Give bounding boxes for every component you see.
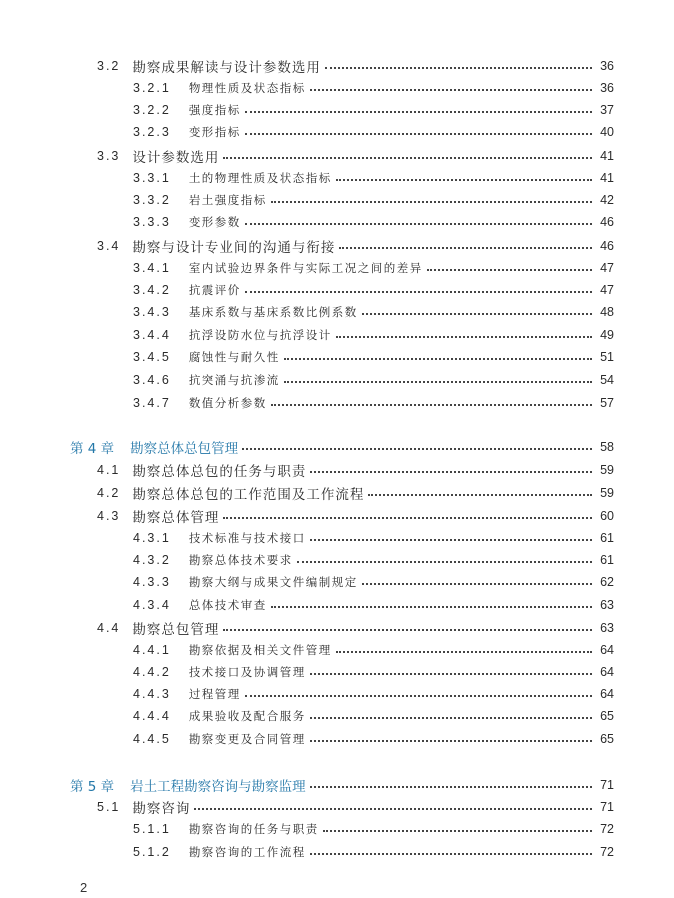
toc-entry-page: 72 (600, 822, 614, 836)
toc-entry[interactable] (0, 639, 674, 661)
toc-entry[interactable] (0, 324, 674, 346)
dot-leader (323, 830, 592, 832)
dot-leader (310, 471, 592, 473)
toc-entry-title: 勘察总体技术要求 (188, 553, 293, 567)
toc-entry-page: 63 (600, 621, 614, 635)
toc-entry-number: 3.4.1 (133, 261, 171, 275)
dot-leader (245, 111, 592, 113)
toc-entry-title: 勘察总包管理 (132, 622, 220, 637)
toc-entry-number: 3.4 (97, 239, 121, 253)
toc-entry-page: 64 (600, 643, 614, 657)
toc-entry[interactable] (0, 189, 674, 211)
toc-entry-title: 勘察变更及合同管理 (188, 732, 306, 746)
toc-entry-title: 抗浮设防水位与抗浮设计 (188, 328, 332, 342)
toc-entry-title: 岩土工程勘察咨询与勘察监理 (130, 779, 306, 795)
toc-entry-page: 58 (600, 440, 614, 454)
toc-entry-title: 设计参数选用 (132, 150, 220, 165)
toc-entry-page: 36 (600, 81, 614, 95)
toc-entry-title: 变形指标 (188, 125, 241, 139)
toc-entry-title: 基床系数与基床系数比例系数 (188, 305, 358, 319)
toc-entry-title: 岩土强度指标 (188, 193, 267, 207)
dot-leader (310, 539, 592, 541)
toc-entry-page: 71 (600, 778, 614, 792)
toc-entry-page: 60 (600, 509, 614, 523)
dot-leader (368, 494, 592, 496)
dot-leader (245, 223, 592, 225)
dot-leader (271, 606, 592, 608)
dot-leader (310, 786, 592, 788)
toc-entry-page: 61 (600, 531, 614, 545)
toc-entry-title: 勘察大纲与成果文件编制规定 (188, 575, 358, 589)
toc-entry-title: 成果验收及配合服务 (188, 709, 306, 723)
toc-entry-title: 勘察总体总包的工作范围及工作流程 (132, 487, 365, 502)
toc-entry-page: 47 (600, 261, 614, 275)
toc-entry[interactable] (0, 346, 674, 368)
toc-entry[interactable] (0, 211, 674, 233)
toc-entry-page: 57 (600, 396, 614, 410)
dot-leader (297, 561, 592, 563)
toc-entry-number: 4.3.1 (133, 531, 171, 545)
toc-chapter-entry[interactable] (0, 774, 674, 796)
toc-entry[interactable] (0, 818, 674, 840)
toc-entry-number: 3.3 (97, 149, 121, 163)
toc-entry[interactable] (0, 145, 674, 167)
toc-entry-title: 总体技术审查 (188, 598, 267, 612)
toc-entry-number: 3.4.6 (133, 373, 171, 387)
toc-entry-number: 第 4 章 (70, 441, 115, 457)
toc-entry-title: 变形参数 (188, 215, 241, 229)
toc-entry[interactable] (0, 55, 674, 77)
toc-entry-title: 抗震评价 (188, 283, 241, 297)
toc-entry-number: 4.3.4 (133, 598, 171, 612)
toc-entry-page: 62 (600, 575, 614, 589)
toc-entry-title: 抗突涌与抗渗流 (188, 373, 280, 387)
toc-entry-number: 4.4.1 (133, 643, 171, 657)
toc-entry-title: 技术标准与技术接口 (188, 531, 306, 545)
dot-leader (245, 695, 592, 697)
dot-leader (362, 583, 592, 585)
toc-entry-page: 36 (600, 59, 614, 73)
toc-entry[interactable] (0, 594, 674, 616)
toc-entry[interactable] (0, 369, 674, 391)
toc-entry-title: 勘察总体总包的任务与职责 (132, 464, 307, 479)
toc-entry-page: 48 (600, 305, 614, 319)
dot-leader (310, 89, 592, 91)
toc-entry-number: 4.4.3 (133, 687, 171, 701)
toc-entry[interactable] (0, 77, 674, 99)
dot-leader (336, 179, 592, 181)
toc-entry-page: 46 (600, 239, 614, 253)
toc-entry-number: 4.4.5 (133, 732, 171, 746)
toc-entry-title: 勘察总体管理 (132, 510, 220, 525)
toc-entry[interactable] (0, 617, 674, 639)
dot-leader (310, 853, 592, 855)
toc-entry-number: 3.4.5 (133, 350, 171, 364)
toc-entry-page: 72 (600, 845, 614, 859)
dot-leader (362, 313, 592, 315)
toc-entry-number: 3.4.2 (133, 283, 171, 297)
toc-entry[interactable] (0, 571, 674, 593)
dot-leader (194, 808, 592, 810)
toc-entry[interactable] (0, 392, 674, 414)
toc-entry-title: 技术接口及协调管理 (188, 665, 306, 679)
toc-entry[interactable] (0, 728, 674, 750)
toc-entry-number: 3.2.3 (133, 125, 171, 139)
toc-entry-page: 49 (600, 328, 614, 342)
toc-entry[interactable] (0, 683, 674, 705)
dot-leader (284, 358, 592, 360)
toc-entry[interactable] (0, 99, 674, 121)
toc-entry-number: 4.4 (97, 621, 121, 635)
toc-entry-number: 4.3.2 (133, 553, 171, 567)
dot-leader (245, 291, 592, 293)
toc-entry-title: 室内试验边界条件与实际工况之间的差异 (188, 261, 423, 275)
dot-leader (310, 717, 592, 719)
toc-entry-page: 41 (600, 149, 614, 163)
dot-leader (284, 381, 592, 383)
toc-entry-title: 勘察依据及相关文件管理 (188, 643, 332, 657)
dot-leader (223, 157, 592, 159)
toc-entry-page: 47 (600, 283, 614, 297)
toc-entry-page: 65 (600, 732, 614, 746)
toc-entry-number: 4.2 (97, 486, 121, 500)
toc-entry-title: 土的物理性质及状态指标 (188, 171, 332, 185)
toc-entry-number: 4.3 (97, 509, 121, 523)
dot-leader (242, 448, 592, 450)
toc-entry-number: 5.1.2 (133, 845, 171, 859)
toc-entry[interactable] (0, 459, 674, 481)
toc-entry-page: 59 (600, 486, 614, 500)
toc-entry[interactable] (0, 257, 674, 279)
toc-entry[interactable] (0, 796, 674, 818)
toc-entry[interactable] (0, 527, 674, 549)
toc-entry-number: 3.2 (97, 59, 121, 73)
toc-entry-page: 40 (600, 125, 614, 139)
toc-entry-number: 3.4.4 (133, 328, 171, 342)
toc-entry-title: 勘察成果解读与设计参数选用 (132, 60, 321, 75)
toc-entry-page: 41 (600, 171, 614, 185)
toc-entry-page: 61 (600, 553, 614, 567)
dot-leader (271, 404, 592, 406)
toc-entry-page: 64 (600, 665, 614, 679)
toc-entry-number: 5.1 (97, 800, 121, 814)
dot-leader (245, 133, 592, 135)
toc-entry-title: 勘察咨询的任务与职责 (188, 822, 319, 836)
toc-entry[interactable] (0, 301, 674, 323)
dot-leader (339, 247, 592, 249)
toc-entry[interactable] (0, 279, 674, 301)
toc-entry-page: 64 (600, 687, 614, 701)
toc-entry[interactable] (0, 505, 674, 527)
toc-entry[interactable] (0, 167, 674, 189)
dot-leader (271, 201, 592, 203)
toc-entry[interactable] (0, 841, 674, 863)
toc-entry[interactable] (0, 482, 674, 504)
toc-entry[interactable] (0, 549, 674, 571)
toc-entry-number: 3.2.1 (133, 81, 171, 95)
toc-entry-page: 59 (600, 463, 614, 477)
toc-entry-title: 强度指标 (188, 103, 241, 117)
toc-entry-page: 42 (600, 193, 614, 207)
toc-entry-page: 65 (600, 709, 614, 723)
toc-entry-page: 63 (600, 598, 614, 612)
dot-leader (310, 740, 592, 742)
toc-entry-number: 4.4.4 (133, 709, 171, 723)
toc-entry-title: 勘察与设计专业间的沟通与衔接 (132, 240, 336, 255)
toc-entry-number: 4.3.3 (133, 575, 171, 589)
toc-entry-title: 勘察总体总包管理 (130, 441, 239, 457)
toc-entry-title: 勘察咨询 (132, 801, 191, 816)
toc-chapter-entry[interactable] (0, 436, 674, 458)
toc-entry-page: 54 (600, 373, 614, 387)
toc-entry-number: 3.4.7 (133, 396, 171, 410)
dot-leader (325, 67, 592, 69)
toc-entry-title: 物理性质及状态指标 (188, 81, 306, 95)
toc-entry-page: 71 (600, 800, 614, 814)
toc-entry-title: 腐蚀性与耐久性 (188, 350, 280, 364)
toc-entry-number: 3.3.2 (133, 193, 171, 207)
toc-entry-number: 第 5 章 (70, 779, 115, 795)
toc-entry[interactable] (0, 661, 674, 683)
dot-leader (223, 629, 592, 631)
toc-entry-number: 3.3.3 (133, 215, 171, 229)
toc-entry-page: 46 (600, 215, 614, 229)
toc-entry-number: 4.4.2 (133, 665, 171, 679)
dot-leader (310, 673, 592, 675)
dot-leader (336, 336, 592, 338)
toc-entry-number: 3.4.3 (133, 305, 171, 319)
toc-entry-title: 勘察咨询的工作流程 (188, 845, 306, 859)
toc-entry-title: 数值分析参数 (188, 396, 267, 410)
toc-entry-page: 37 (600, 103, 614, 117)
toc-entry[interactable] (0, 705, 674, 727)
toc-entry-title: 过程管理 (188, 687, 241, 701)
dot-leader (223, 517, 592, 519)
dot-leader (427, 269, 592, 271)
toc-entry-page: 51 (600, 350, 614, 364)
toc-entry[interactable] (0, 121, 674, 143)
toc-entry-number: 4.1 (97, 463, 121, 477)
toc-entry[interactable] (0, 235, 674, 257)
toc-entry-number: 5.1.1 (133, 822, 171, 836)
page-number: 2 (80, 880, 88, 895)
toc-entry-number: 3.2.2 (133, 103, 171, 117)
dot-leader (336, 651, 592, 653)
toc-entry-number: 3.3.1 (133, 171, 171, 185)
